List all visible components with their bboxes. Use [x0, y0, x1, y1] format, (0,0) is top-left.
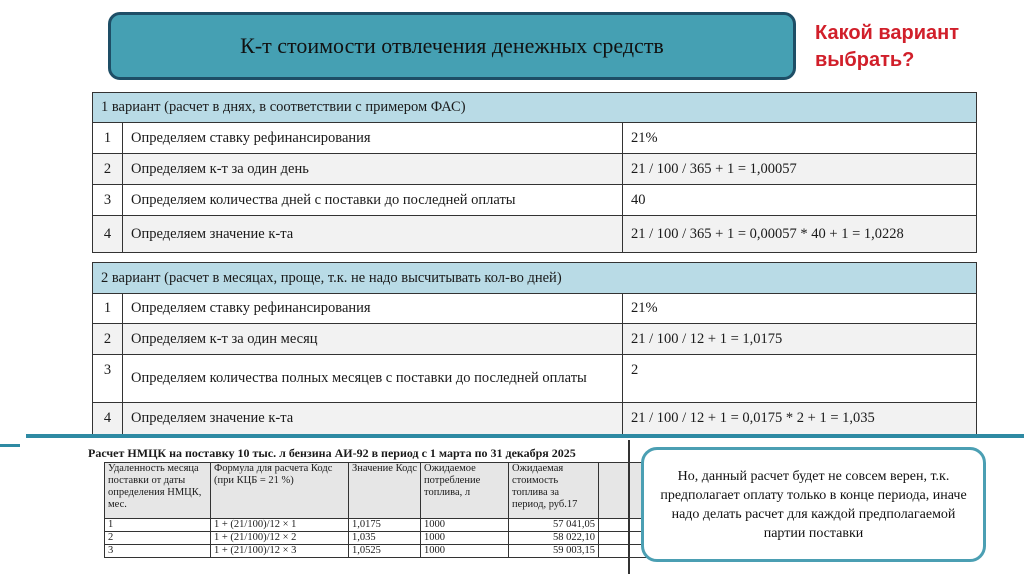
- excerpt-cell: 1000: [421, 519, 509, 532]
- note-callout: [641, 447, 986, 562]
- row-number: 2: [93, 154, 123, 185]
- excerpt-cell: 1000: [421, 532, 509, 545]
- excerpt-cell: 1,035: [349, 532, 421, 545]
- step-value: 21 / 100 / 12 + 1 = 0,0175 * 2 + 1 = 1,035: [623, 403, 977, 435]
- row-number: 2: [93, 324, 123, 355]
- step-text: Определяем количества дней с поставки до последней оплаты: [123, 185, 623, 216]
- excerpt-cell: 2: [105, 532, 211, 545]
- variant-1-table: [92, 92, 977, 253]
- excerpt-header: Значение Кодс: [349, 463, 421, 519]
- excerpt-header: Удаленность месяца поставки от даты определения НМЦК, мес.: [105, 463, 211, 519]
- excerpt-border: [628, 440, 630, 574]
- variant-2-table: [92, 262, 977, 435]
- excerpt-cell: 3: [105, 545, 211, 558]
- excerpt-cell: 1: [105, 519, 211, 532]
- step-value: 21 / 100 / 365 + 1 = 0,00057 * 40 + 1 = 1,0228: [623, 216, 977, 253]
- step-text: Определяем количества полных месяцев с поставки до последней оплаты: [123, 355, 623, 403]
- row-number: 1: [93, 123, 123, 154]
- step-text: Определяем к-т за один месяц: [123, 324, 623, 355]
- step-text: Определяем к-т за один день: [123, 154, 623, 185]
- question-text: Какой вариант выбрать?: [815, 22, 960, 71]
- section-divider-left: [0, 444, 20, 447]
- step-value: 21 / 100 / 365 + 1 = 1,00057: [623, 154, 977, 185]
- step-text: Определяем значение к-та: [123, 403, 623, 435]
- variant-2-header: 2 вариант (расчет в месяцах, проще, т.к. не надо высчитывать кол-во дней): [93, 263, 977, 294]
- row-number: 3: [93, 185, 123, 216]
- step-text: Определяем ставку рефинансирования: [123, 294, 623, 324]
- excerpt-cell: 1,0175: [349, 519, 421, 532]
- excerpt-cell: 1000: [421, 545, 509, 558]
- excerpt-title: Расчет НМЦК на поставку 10 тыс. л бензина АИ-92 в период с 1 марта по 31 декабря 2025: [88, 446, 576, 460]
- step-value: 21%: [623, 123, 977, 154]
- excerpt-cell: 1 + (21/100)/12 × 2: [211, 532, 349, 545]
- step-value: 40: [623, 185, 977, 216]
- step-value: 2: [623, 355, 977, 403]
- step-value: 21 / 100 / 12 + 1 = 1,0175: [623, 324, 977, 355]
- excerpt-cell: 59 003,15: [509, 545, 599, 558]
- variant-1-header: 1 вариант (расчет в днях, в соответствии с примером ФАС): [93, 93, 977, 123]
- step-text: Определяем значение к-та: [123, 216, 623, 253]
- note-text: Но, данный расчет будет не совсем верен, т.к. предполагает оплату только в конце периода, иначе надо делать расчет для каждой предполагаемой партии поставки: [660, 468, 967, 541]
- excerpt-cell: 1 + (21/100)/12 × 1: [211, 519, 349, 532]
- excerpt-cell: 1 + (21/100)/12 × 3: [211, 545, 349, 558]
- row-number: 4: [93, 403, 123, 435]
- section-divider: [26, 434, 1024, 438]
- row-number: 3: [93, 355, 123, 403]
- excerpt-header: Ожидаемая стоимость топлива за период, руб.17: [509, 463, 599, 519]
- excerpt-table: [104, 462, 711, 558]
- excerpt-cell: 1,0525: [349, 545, 421, 558]
- row-number: 1: [93, 294, 123, 324]
- row-number: 4: [93, 216, 123, 253]
- step-value: 21%: [623, 294, 977, 324]
- slide-title: К-т стоимости отвлечения денежных средств: [108, 12, 796, 80]
- excerpt-header: Формула для расчета Кодс (при КЦБ = 21 %): [211, 463, 349, 519]
- step-text: Определяем ставку рефинансирования: [123, 123, 623, 154]
- excerpt-header: Ожидаемое потребление топлива, л: [421, 463, 509, 519]
- excerpt-cell: 58 022,10: [509, 532, 599, 545]
- document-excerpt: [84, 440, 632, 574]
- excerpt-cell: 57 041,05: [509, 519, 599, 532]
